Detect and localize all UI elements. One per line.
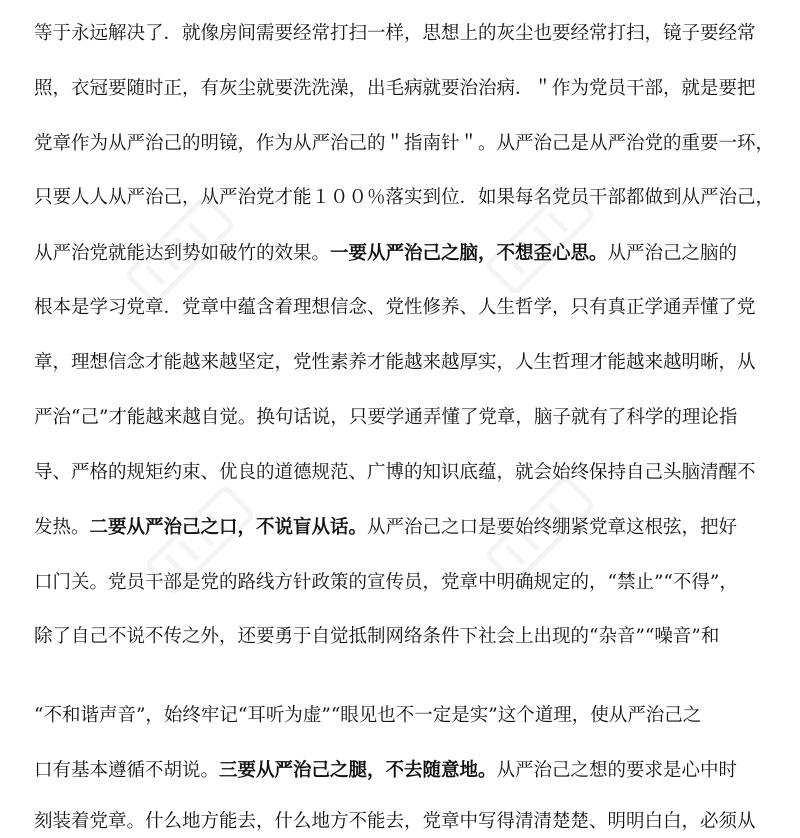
- bold-heading-3: 三要从严治己之腿，不去随意地。: [219, 760, 497, 781]
- text-line: [34, 700, 774, 732]
- text-line: [34, 292, 774, 324]
- text-line: [34, 512, 774, 544]
- text-line: [34, 457, 774, 489]
- text-segment: “不和谐声音”，始终牢记“耳听为虚”“眼见也不一定是实”这个道理，使从严治己之: [34, 705, 702, 726]
- text-segment: 导、严格的规矩约束、优良的道德规范、广博的知识底蕴，就会始终保持自己头脑清醒不: [34, 462, 756, 483]
- text-line: [34, 806, 774, 838]
- text-segment: 从严治党就能达到势如破竹的效果。: [34, 243, 331, 264]
- text-segment: 发热。: [34, 517, 90, 538]
- text-segment: 从严治己之脑的: [607, 243, 738, 264]
- text-segment: 严治“己”才能越来越自觉。换句话说，只要学通弄懂了党章，脑子就有了科学的理论指: [34, 407, 738, 428]
- text-segment: 口有基本遵循不胡说。: [34, 760, 220, 781]
- bold-heading-2: 二要从严治己之口，不说盲从话。: [89, 517, 368, 538]
- text-segment: 照，衣冠要随时正，有灰尘就要洗洗澡，出毛病就要治治病．＂作为党员干部，就是要把: [34, 78, 756, 99]
- bold-heading-1: 一要从严治己之脑，不想歪心思。: [330, 243, 608, 264]
- text-segment: 党章作为从严治己的明镜，作为从严治己的＂指南针＂。从严治己是从严治党的重要一环，: [34, 133, 774, 154]
- text-line: [34, 18, 774, 50]
- text-segment: 根本是学习党章．党章中蕴含着理想信念、党性修养、人生哲学，只有真正学通弄懂了党: [34, 297, 756, 318]
- text-segment: 口门关。党员干部是党的路线方针政策的宣传员，党章中明确规定的，“禁止”“不得”，: [34, 572, 738, 593]
- text-segment: 只要人人从严治己，从严治党才能１００％落实到位．如果每名党员干部都做到从严治己，: [34, 187, 774, 208]
- text-line: [34, 73, 774, 105]
- text-segment: 章，理想信念才能越来越坚定，党性素养才能越来越厚实，人生哲理才能越来越明晰，从: [34, 352, 756, 373]
- text-line: [34, 182, 774, 214]
- text-segment: 刻装着党章。什么地方能去，什么地方不能去，党章中写得清清楚楚、明明白白，必须从: [34, 811, 756, 832]
- text-line: [34, 128, 774, 160]
- text-segment: 除了自己不说不传之外，还要勇于自觉抵制网络条件下社会上出现的“杂音”“噪音”和: [34, 626, 720, 647]
- text-line: [34, 402, 774, 434]
- text-line: [34, 238, 774, 270]
- text-segment: 从严治己之想的要求是心中时: [496, 760, 738, 781]
- text-line: [34, 347, 774, 379]
- text-segment: 从严治己之口是要始终绷紧党章这根弦，把好: [367, 517, 738, 538]
- text-segment: 等于永远解决了．就像房间需要经常打扫一样，思想上的灰尘也要经常打扫，镜子要经常: [34, 23, 756, 44]
- text-line: [34, 621, 774, 653]
- text-line: [34, 755, 774, 787]
- text-line: [34, 567, 774, 599]
